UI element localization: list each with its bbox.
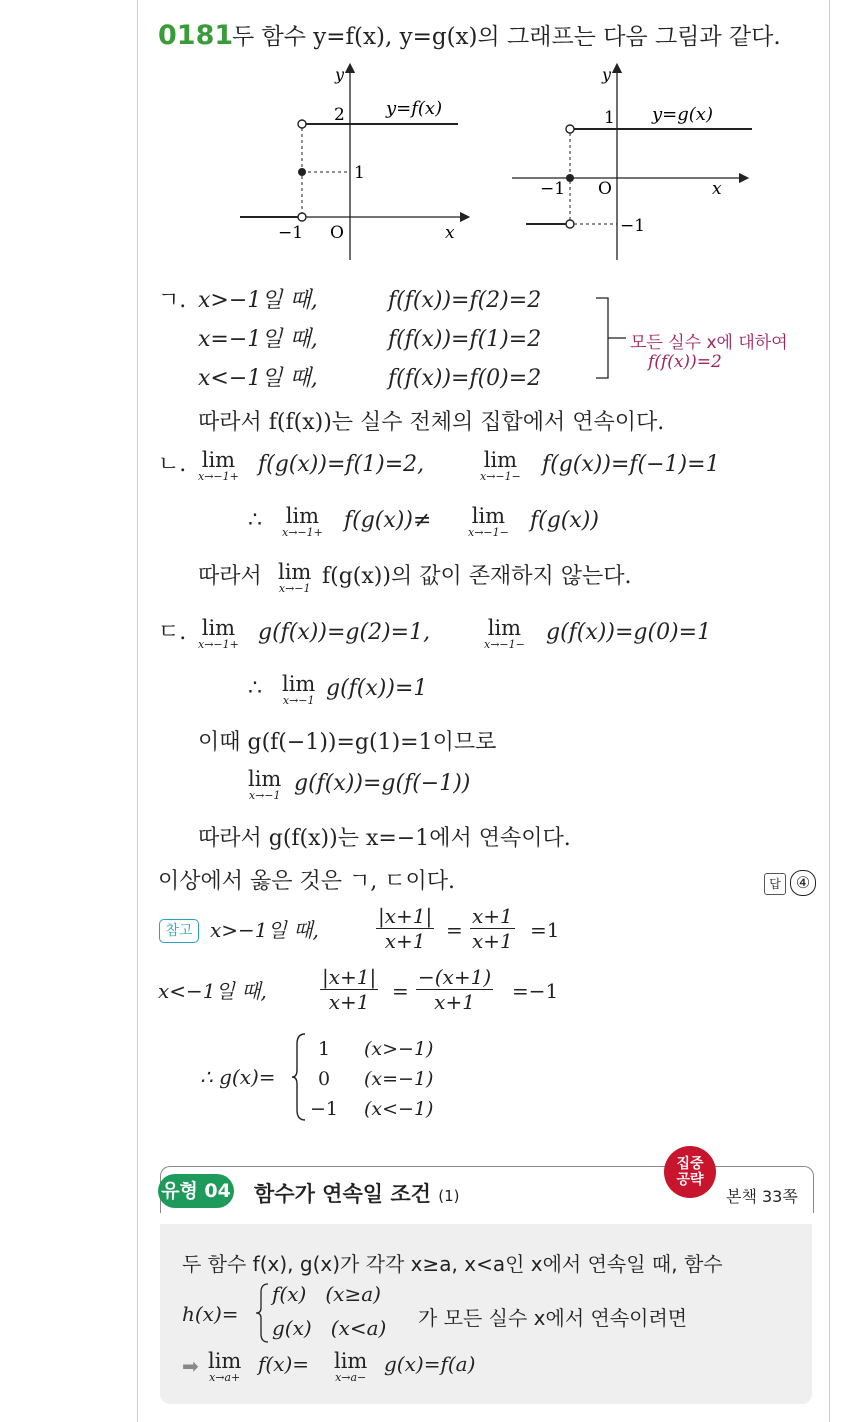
limit-both	[248, 768, 281, 801]
box-line-2-tail: 가 모든 실수 x에서 연속이려면	[418, 1306, 688, 1330]
y-axis-label: y	[602, 65, 612, 84]
part-a-cond-1: x>−1일 때,	[198, 288, 318, 313]
case-1-value: 1	[318, 1038, 331, 1060]
lim-word: lim	[483, 448, 518, 472]
lim-word: lim	[334, 1349, 368, 1373]
part-a-expr-1: f(f(x))=f(2)=2	[388, 288, 542, 313]
part-c-line4: g(f(x))=g(f(−1))	[294, 771, 471, 796]
part-c-conclusion: 따라서 g(f(x))는 x=−1에서 연속이다.	[198, 826, 571, 851]
part-a-marker: ㄱ.	[158, 288, 187, 313]
tick-2: 2	[334, 105, 345, 125]
focus-badge-line-1: 집중	[676, 1156, 704, 1172]
y-axis-label: y	[335, 65, 345, 84]
focus-badge-line-2: 공략	[676, 1172, 704, 1188]
limit-right	[198, 617, 239, 650]
cases-brace	[292, 1032, 308, 1122]
box-limit-left	[334, 1350, 367, 1383]
lim-word: lim	[208, 1349, 242, 1373]
tick-1: 1	[354, 163, 365, 183]
lim-sub: x→−1−	[480, 470, 521, 483]
lim-sub: x→−1	[282, 694, 315, 707]
therefore-symbol: ∴	[248, 508, 262, 533]
part-c-line1-b: g(f(x))=g(0)=1	[546, 620, 712, 645]
limit-both	[278, 561, 311, 594]
lim-sub: x→−1−	[468, 526, 509, 539]
ref-cond-2: x<−1일 때,	[158, 979, 267, 1003]
part-c-line3: 이때 g(f(−1))=g(1)=1이므로	[198, 730, 497, 755]
focus-badge	[664, 1146, 716, 1198]
answer-icon: 답	[764, 873, 786, 895]
graph-g-label: y=g(x)	[652, 104, 713, 125]
numerator: |x+1|	[322, 965, 377, 989]
box-line-3-a: f(x)=	[258, 1352, 310, 1376]
graph-g	[512, 62, 757, 262]
problem-statement: 두 함수 y=f(x), y=g(x)의 그래프는 다음 그림과 같다.	[232, 24, 781, 50]
limit-right	[282, 505, 323, 538]
denominator: x+1	[434, 990, 475, 1014]
result: =1	[530, 918, 560, 942]
limit-left	[468, 505, 509, 538]
origin-label: O	[330, 223, 344, 243]
numerator: −(x+1)	[418, 965, 492, 989]
limit-right	[198, 449, 239, 482]
limit-left	[480, 449, 521, 482]
denominator: x+1	[384, 929, 426, 953]
lim-sub: x→−1	[248, 789, 281, 802]
part-a-expr-3: f(f(x))=f(0)=2	[388, 366, 542, 391]
type-badge: 유형 04	[158, 1174, 234, 1208]
tick-neg1-y: −1	[620, 216, 646, 236]
part-b-line1-b: f(g(x))=f(−1)=1	[542, 452, 720, 477]
lim-word: lim	[201, 616, 236, 640]
lim-word: lim	[201, 448, 236, 472]
lim-sub: x→a−	[335, 1371, 367, 1384]
part-c-marker: ㄷ.	[158, 620, 187, 645]
fraction	[320, 965, 378, 1014]
lim-word: lim	[248, 767, 282, 791]
therefore-symbol: ∴	[248, 676, 262, 701]
bracket	[596, 292, 630, 384]
closed-point	[566, 174, 574, 182]
case-2-value: 0	[318, 1068, 331, 1090]
lim-word: lim	[487, 616, 522, 640]
box-limit-right	[208, 1350, 241, 1383]
denominator: x+1	[328, 990, 370, 1014]
section-title-suffix: (1)	[438, 1187, 460, 1205]
part-b-conclusion-pre: 따라서	[198, 564, 262, 589]
problem-number: 0181	[158, 20, 234, 51]
open-point	[298, 213, 306, 221]
fraction	[376, 904, 434, 953]
ref-cond-1: x>−1일 때,	[210, 918, 319, 942]
lim-word: lim	[282, 672, 316, 696]
graph-f	[240, 62, 470, 262]
lim-sub: x→−1+	[282, 526, 323, 539]
part-c-line2: g(f(x))=1	[326, 676, 428, 701]
arrow-icon: ➡	[182, 1354, 199, 1378]
case-3-cond: (x<−1)	[364, 1098, 434, 1120]
case-3-value: −1	[310, 1098, 339, 1120]
open-point	[566, 220, 574, 228]
reference-tag: 참고	[159, 919, 199, 943]
box-line-3-b: g(x)=f(a)	[384, 1352, 476, 1376]
numerator: x+1	[472, 904, 513, 928]
part-a-cond-3: x<−1일 때,	[198, 366, 318, 391]
lim-word: lim	[285, 504, 320, 528]
case-1-cond: (x>−1)	[364, 1038, 434, 1060]
note-line-1: 모든 실수 x에 대하여	[630, 333, 788, 353]
result: =−1	[512, 979, 559, 1003]
part-b-marker: ㄴ.	[158, 452, 187, 477]
graph-f-label: y=f(x)	[386, 98, 443, 119]
denominator: x+1	[472, 929, 513, 953]
box-h-def: h(x)=	[182, 1302, 239, 1326]
limit-both	[282, 673, 315, 706]
closed-point	[298, 168, 306, 176]
case-2-cond: (x=−1)	[364, 1068, 434, 1090]
answer-choice: ④	[790, 870, 816, 896]
box-line-1: 두 함수 f(x), g(x)가 각각 x≥a, x<a인 x에서 연속일 때, 함수	[182, 1252, 723, 1276]
lim-word: lim	[471, 504, 506, 528]
note-line-2: f(f(x))=2	[648, 352, 722, 372]
g-definition: ∴ g(x)=	[200, 1065, 276, 1089]
lim-sub: x→−1+	[198, 470, 239, 483]
limit-left	[484, 617, 525, 650]
box-case-1: f(x) (x≥a)	[272, 1282, 381, 1306]
section-title	[254, 1178, 459, 1208]
part-a-cond-2: x=−1일 때,	[198, 327, 318, 352]
section-title-text: 함수가 연속일 조건	[254, 1182, 431, 1206]
part-b-conclusion-post: f(g(x))의 값이 존재하지 않는다.	[322, 564, 632, 589]
origin-label: O	[598, 179, 612, 199]
open-point	[566, 125, 574, 133]
x-axis-label: x	[712, 179, 722, 199]
part-a-conclusion: 따라서 f(f(x))는 실수 전체의 집합에서 연속이다.	[198, 410, 665, 435]
part-a-expr-2: f(f(x))=f(1)=2	[388, 327, 542, 352]
x-axis-label: x	[445, 223, 455, 243]
part-b-line2-b: f(g(x))	[530, 508, 599, 533]
tick-neg1: −1	[278, 223, 304, 243]
page-reference: 본책 33쪽	[726, 1187, 798, 1206]
tick-neg1-x: −1	[540, 179, 566, 199]
box-brace	[256, 1282, 270, 1344]
part-b-line1-a: f(g(x))=f(1)=2,	[258, 452, 425, 477]
part-c-line1-a: g(f(x))=g(2)=1,	[258, 620, 431, 645]
fraction	[416, 965, 493, 1014]
box-case-2: g(x) (x<a)	[272, 1316, 387, 1340]
summary-text: 이상에서 옳은 것은 ㄱ, ㄷ이다.	[158, 869, 455, 894]
equals: =	[446, 918, 463, 942]
part-b-line2-a: f(g(x))≠	[344, 508, 432, 533]
right-margin-rule	[829, 0, 830, 1422]
lim-word: lim	[278, 560, 312, 584]
numerator: |x+1|	[378, 904, 433, 928]
lim-sub: x→−1	[278, 582, 311, 595]
lim-sub: x→−1+	[198, 638, 239, 651]
tick-1: 1	[604, 108, 615, 128]
lim-sub: x→a+	[209, 1371, 241, 1384]
fraction	[470, 904, 515, 953]
lim-sub: x→−1−	[484, 638, 525, 651]
open-point	[298, 120, 306, 128]
left-margin-rule	[137, 0, 138, 1422]
equals: =	[392, 979, 409, 1003]
